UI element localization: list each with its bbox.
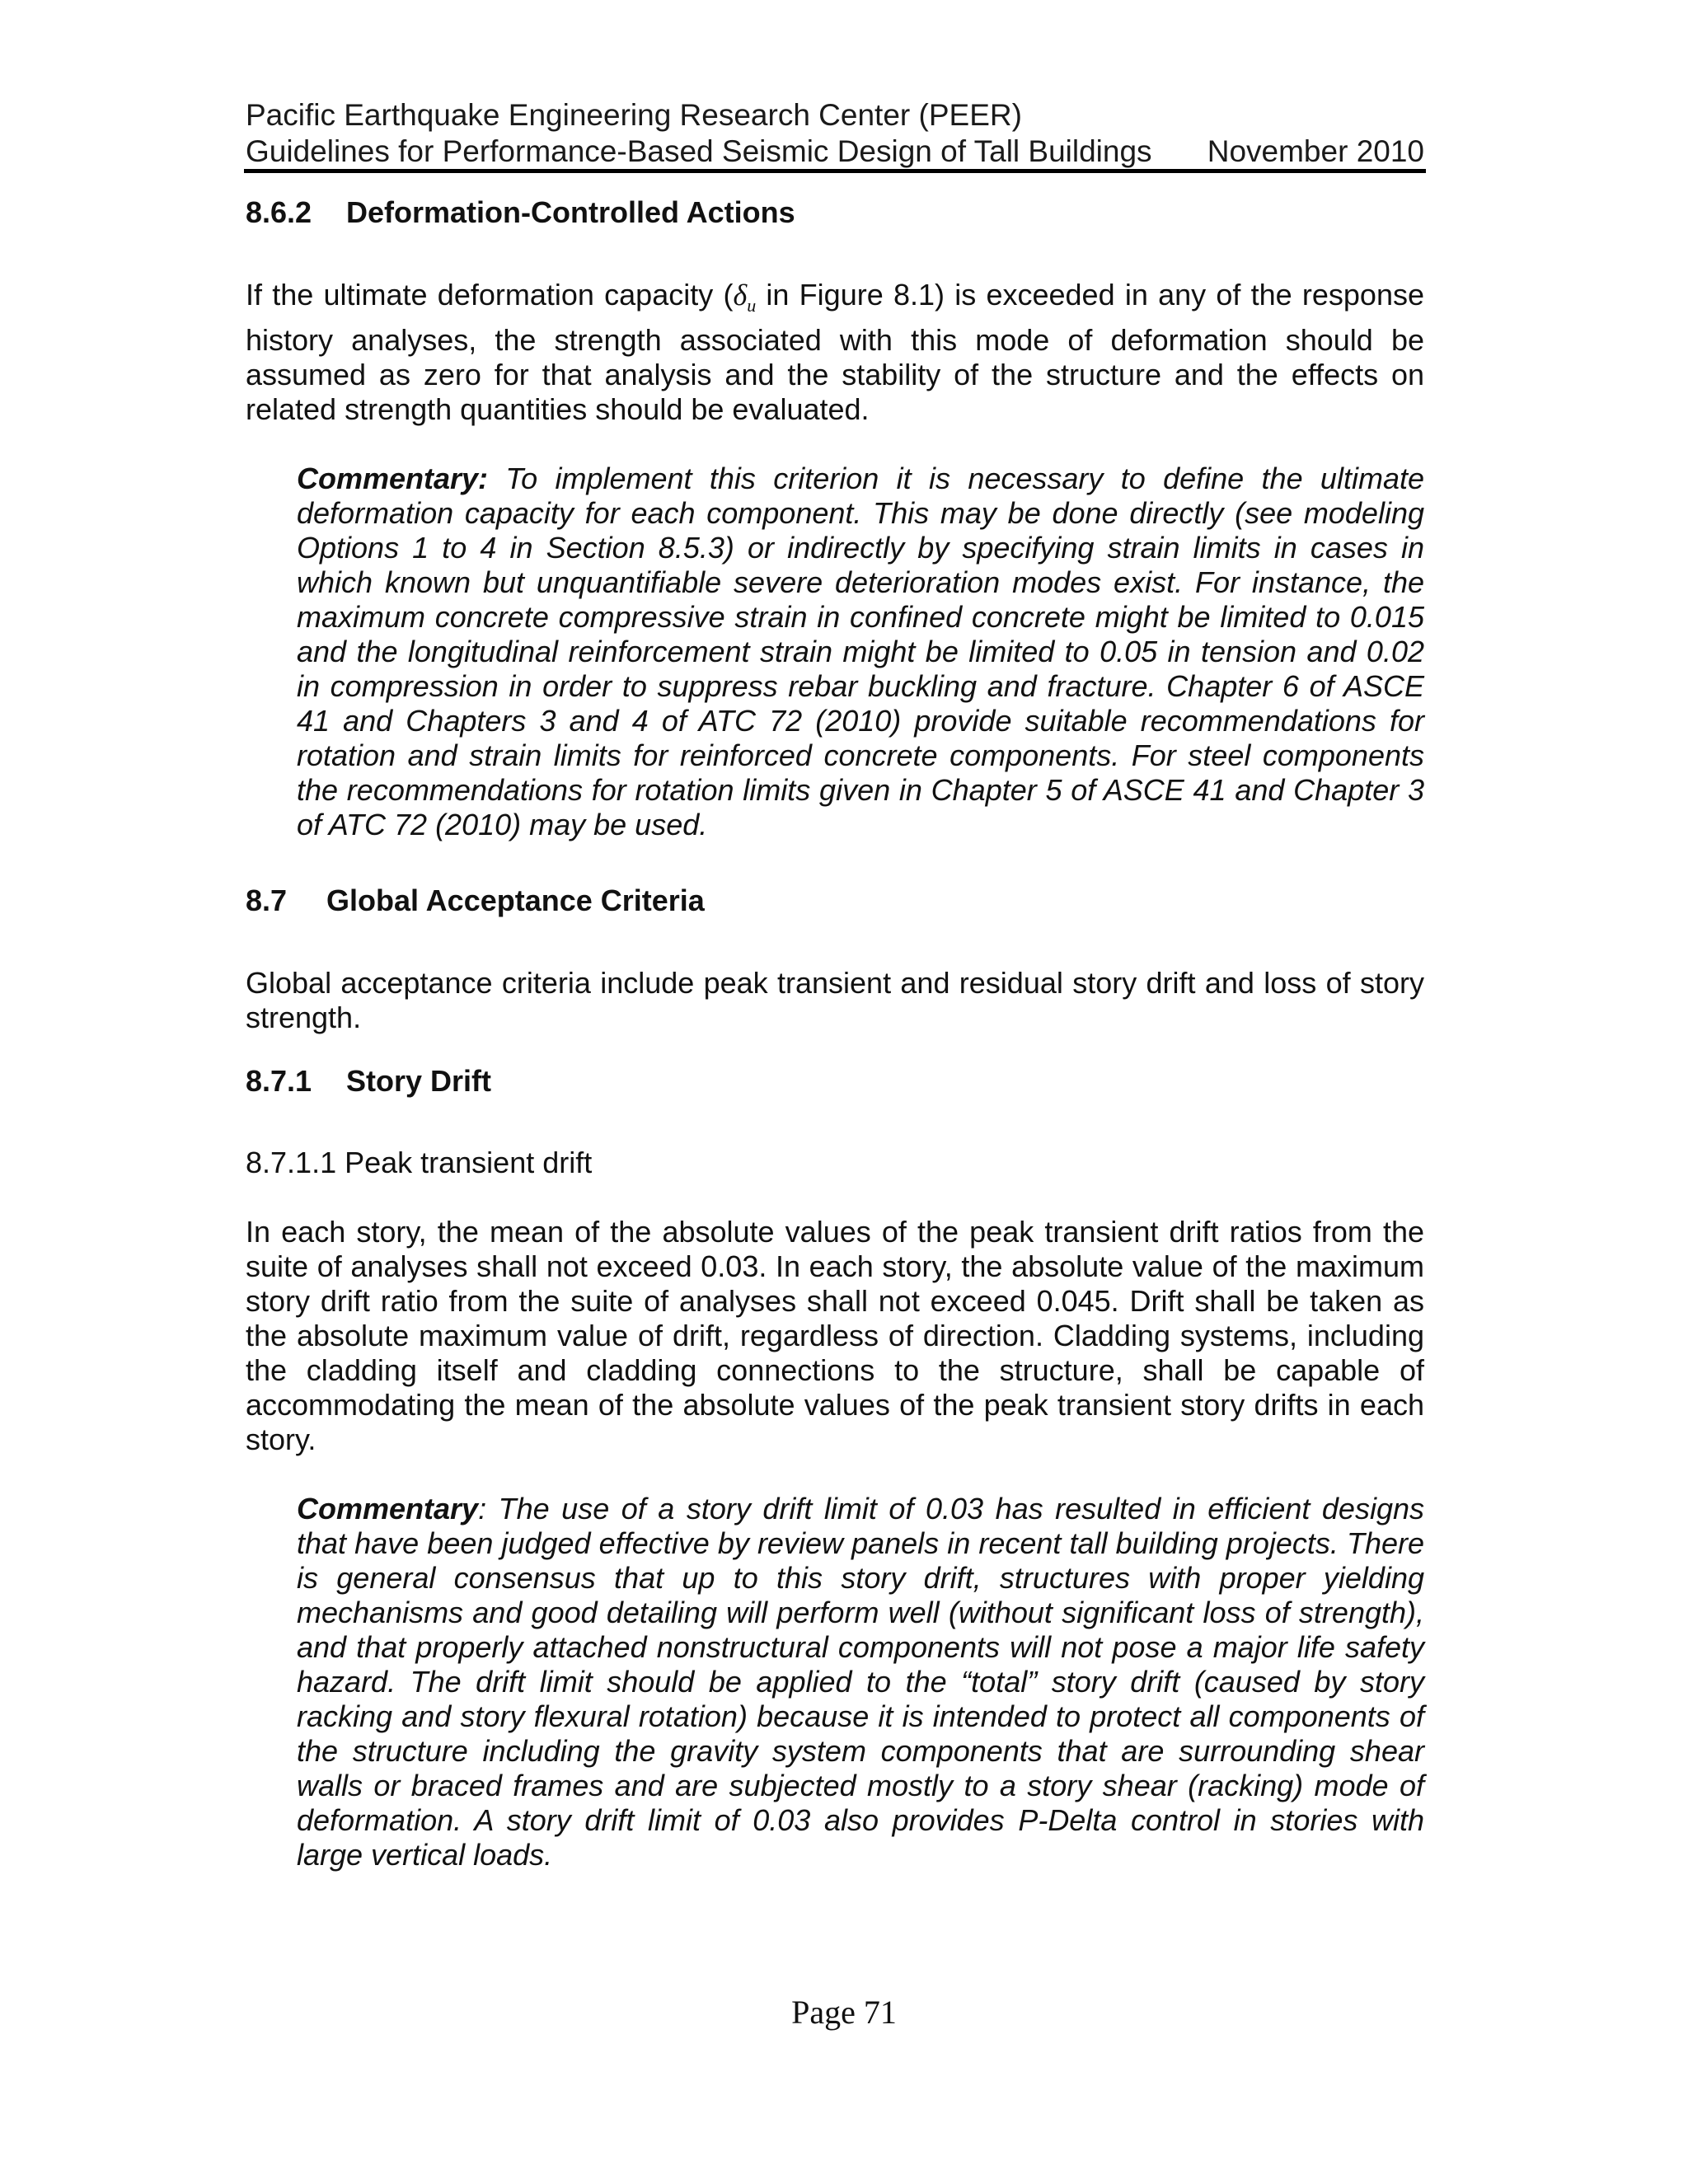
header-title-row: [246, 134, 1424, 170]
heading-8-7: [246, 883, 1424, 919]
header-doc-title: Guidelines for Performance-Based Seismic Design of Tall Buildings: [246, 134, 1152, 168]
delta-subscript: u: [747, 295, 757, 316]
heading-title: Story Drift: [346, 1064, 492, 1099]
heading-number: 8.7.1: [246, 1064, 312, 1099]
page-content: [246, 194, 1424, 1872]
para-text-after: in Figure 8.1) is exceeded in any of the response history analyses, the strength associated with this mode of deformation should be assumed as zero for that analysis and the stability of the structure and the effects on related strength quantities should be evaluated.: [246, 278, 1424, 427]
heading-8-6-2: [246, 194, 1424, 231]
para-text: In each story, the mean of the absolute values of the peak transient drift ratios from the suite of analyses shall not exceed 0.03. In each story, the absolute value of the maximum story drift ratio from the suite of analyses shall not exceed 0.045. Drift shall be taken as the absolute maximum value of drift, regardless of direction. Cladding systems, including the cladding itself and cladding connections to the structure, shall be capable of accommodating the mean of the absolute values of the peak transient story drifts in each story.: [246, 1215, 1424, 1457]
commentary-text: To implement this criterion it is necessary to define the ultimate deformation capacity for each component. This may be done directly (see modeling Options 1 to 4 in Section 8.5.3) or indirectly by specifying strain limits in cases in which known but unquantifiable severe deterioration modes exist. For instance, the maximum concrete compressive strain in confined concrete might be limited to 0.015 and the longitudinal reinforcement strain might be limited to 0.05 in tension and 0.02 in compression in order to suppress rebar buckling and fracture. Chapter 6 of ASCE 41 and Chapters 3 and 4 of ATC 72 (2010) provide suitable recommendations for rotation and strain limits for reinforced concrete components. For steel components the recommendations for rotation limits given in Chapter 5 of ASCE 41 and Chapter 3 of ATC 72 (2010) may be used.: [297, 462, 1424, 842]
commentary-label: Commentary: [297, 1492, 479, 1526]
commentary-text: The use of a story drift limit of 0.03 has resulted in efficient designs that have been judged effective by review panels in recent tall building projects. There is general consensus that up to this story drift, structures with proper yielding mechanisms and good detailing will perform well (without significant loss of strength), and that properly attached nonstructural components will not pose a major life safety hazard. The drift limit should be applied to the “total” story drift (caused by story racking and story flexural rotation) because it is intended to protect all components of the structure including the gravity system components that are surrounding shear walls or braced frames and are subjected mostly to a story shear (racking) mode of deformation. A story drift limit of 0.03 also provides P-Delta control in stories with large vertical loads.: [297, 1492, 1424, 1872]
heading-8-7-1: [246, 1063, 1424, 1099]
commentary-8-7-1: [297, 1492, 1424, 1872]
commentary-8-6-2: [297, 462, 1424, 842]
heading-number: 8.6.2: [246, 195, 312, 229]
paragraph-global-acceptance: [246, 966, 1424, 1035]
page-number: Page 71: [791, 1994, 897, 2031]
header-org-row: [246, 97, 1424, 134]
delta-symbol: δ: [733, 279, 748, 312]
heading-title: Global Acceptance Criteria: [326, 883, 705, 918]
paragraph-deformation-capacity: [246, 278, 1424, 427]
header-org: Pacific Earthquake Engineering Research Center (PEER): [246, 98, 1022, 132]
para-text-before: If the ultimate deformation capacity (: [246, 278, 734, 312]
commentary-colon: :: [478, 1492, 487, 1526]
heading-title: Deformation-Controlled Actions: [346, 195, 795, 229]
commentary-label: Commentary:: [297, 462, 489, 496]
header-rule: [244, 169, 1426, 173]
para-text: Global acceptance criteria include peak transient and residual story drift and loss of story strength.: [246, 966, 1424, 1035]
heading-number: 8.7: [246, 883, 288, 918]
paragraph-story-drift-limits: [246, 1215, 1424, 1457]
running-header: [246, 97, 1424, 170]
subheading-peak-transient-drift: 8.7.1.1 Peak transient drift: [246, 1146, 593, 1180]
header-date: November 2010: [1207, 134, 1424, 168]
delta-u-symbol: [733, 279, 757, 316]
